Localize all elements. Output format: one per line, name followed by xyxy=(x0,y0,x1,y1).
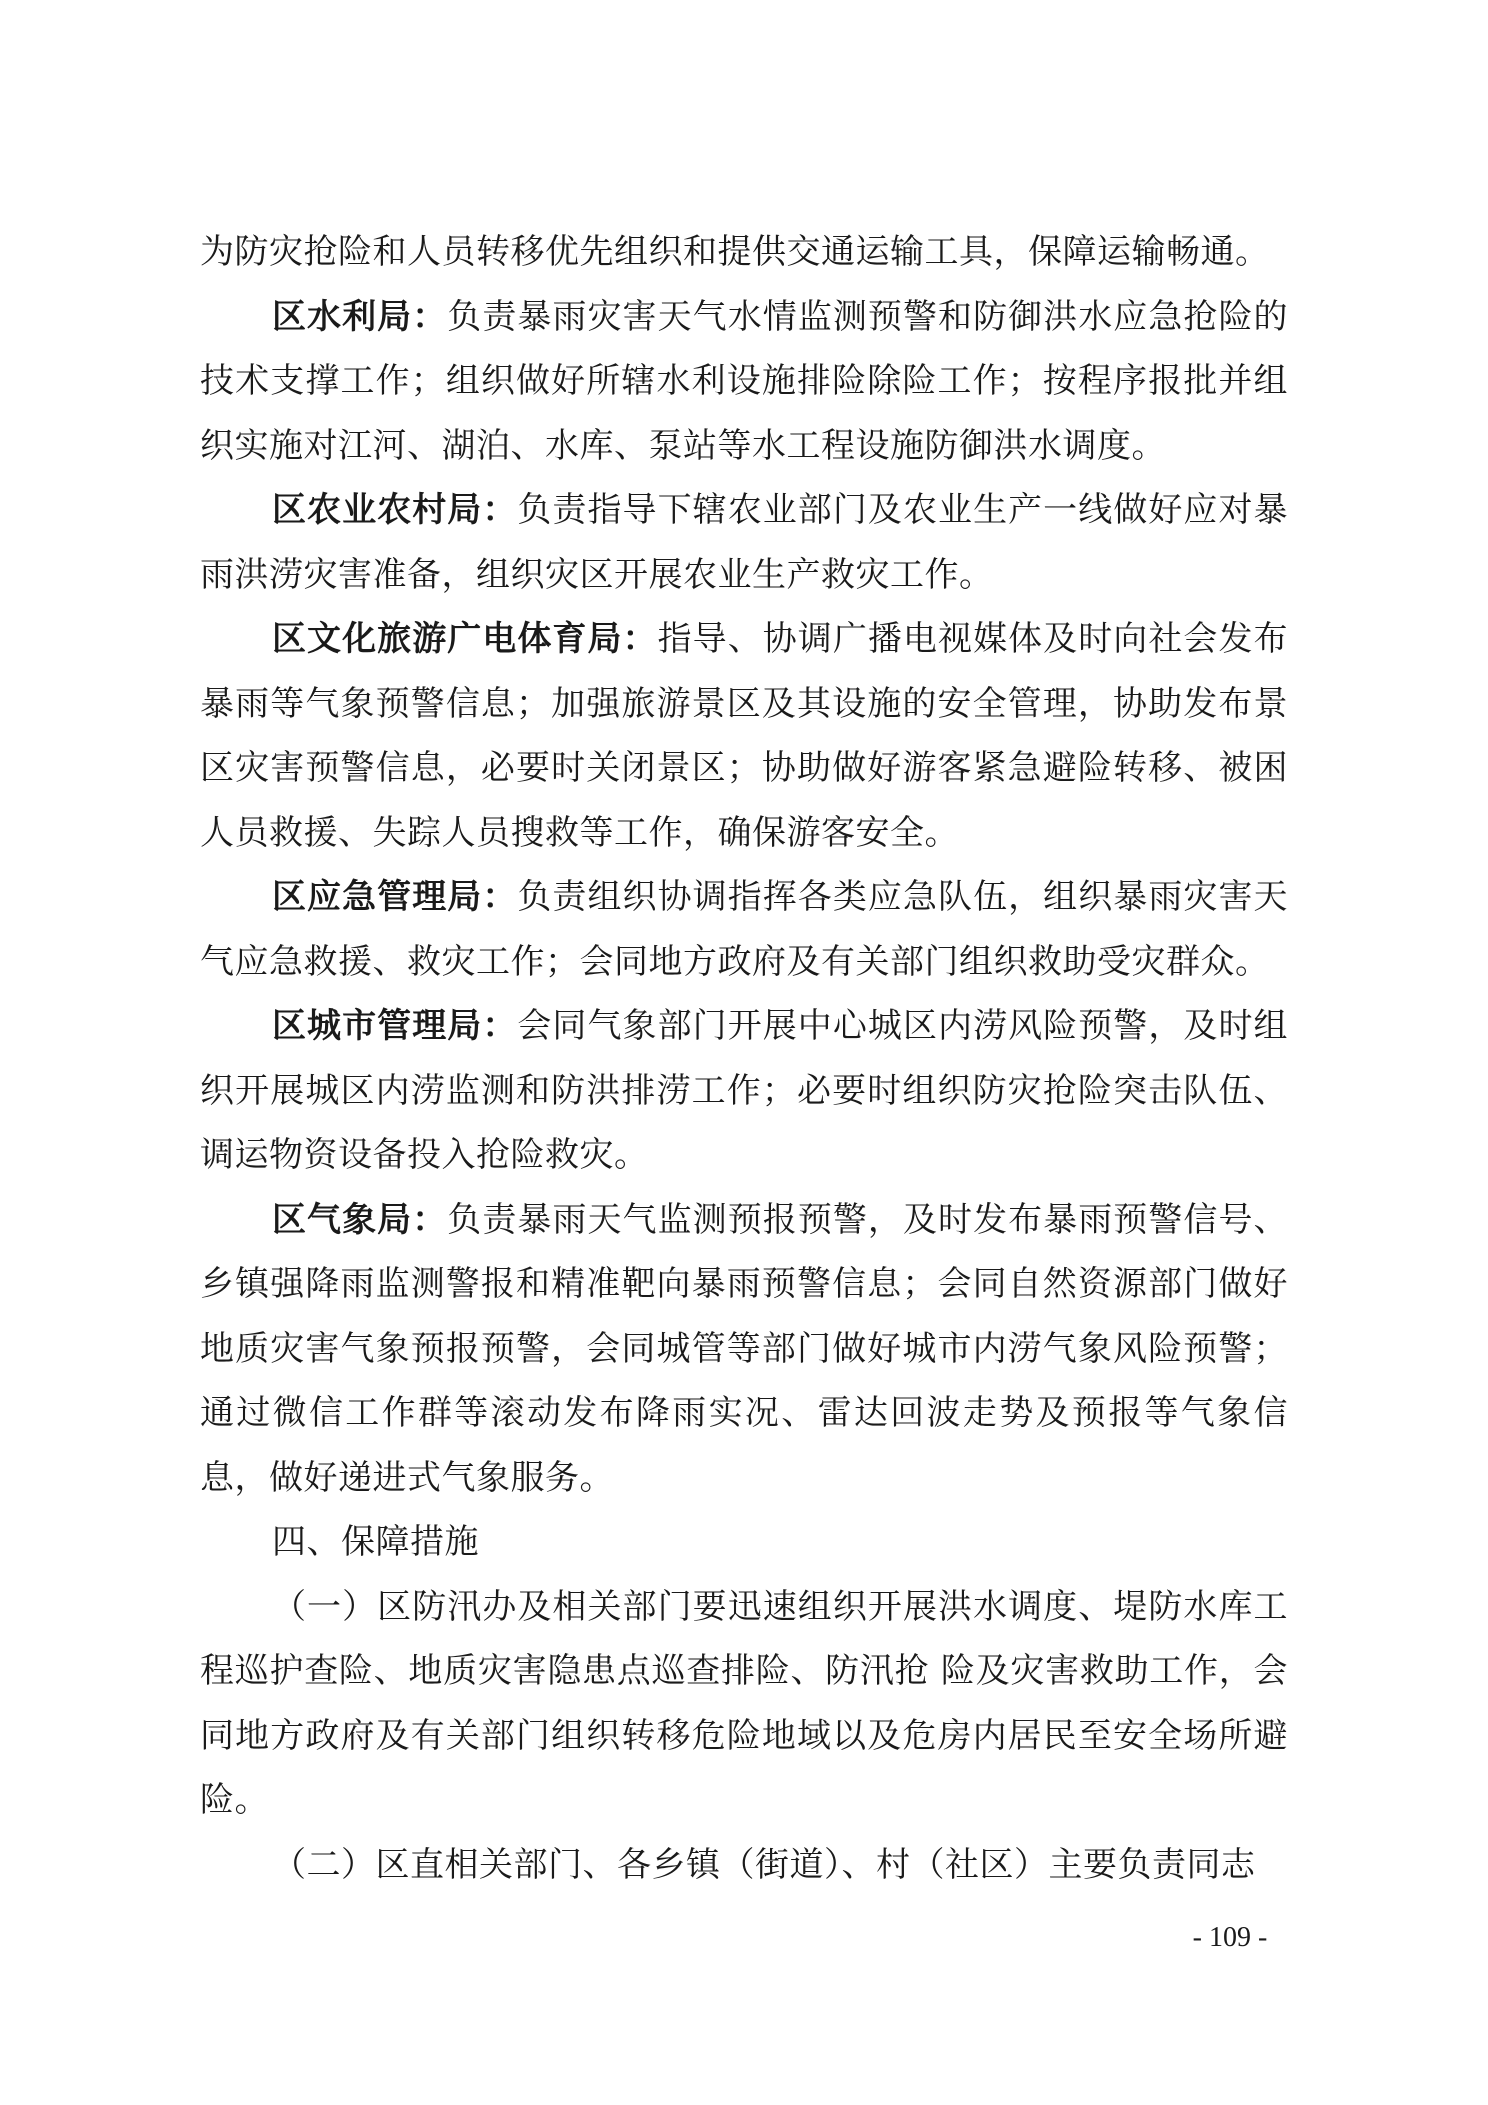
paragraph-lead: 区文化旅游广电体育局： xyxy=(272,619,658,659)
paragraph-text: 负责指导下辖农业部门及农业生产一线做好应对暴雨洪涝灾害准备，组织灾区开展农业生产救灾工作。 xyxy=(200,490,1288,595)
paragraph-lead: 区农业农村局： xyxy=(272,490,518,530)
paragraph-text: 负责暴雨灾害天气水情监测预警和防御洪水应急抢险的技术支撑工作；组织做好所辖水利设施排险除险工作；按程序报批并组织实施对江河、湖泊、水库、泵站等水工程设施防御洪水调度。 xyxy=(200,296,1289,466)
paragraph-culture-tourism-bureau xyxy=(200,607,1288,865)
paragraph-agriculture-bureau xyxy=(200,478,1288,607)
paragraph-water-bureau xyxy=(200,285,1288,479)
section-heading: 四、保障措施 xyxy=(272,1522,479,1562)
paragraph-lead: 区城市管理局： xyxy=(272,1006,518,1046)
paragraph-transport xyxy=(200,220,1288,285)
paragraph-text: 指导、协调广播电视媒体及时向社会发布暴雨等气象预警信息；加强旅游景区及其设施的安全管理，协助发布景区灾害预警信息，必要时关闭景区；协助做好游客紧急避险转移、被困人员救援、失踪人员搜救等工作，确保游客安全。 xyxy=(200,619,1289,853)
paragraph-text: 负责暴雨天气监测预报预警，及时发布暴雨预警信号、乡镇强降雨监测警报和精准靶向暴雨预警信息；会同自然资源部门做好地质灾害气象预报预警，会同城管等部门做好城市内涝气象风险预警；通过微信工作群等滚动发布降雨实况、雷达回波走势及预报等气象信息，做好递进式气象服务。 xyxy=(200,1199,1289,1498)
page-number: - 109 - xyxy=(1192,1922,1268,1953)
paragraph-lead: 区气象局： xyxy=(272,1199,448,1240)
paragraph-meteorological-bureau xyxy=(200,1188,1288,1511)
measure-item: （一）区防汛办及相关部门要迅速组织开展洪水调度、堤防水库工程巡护查险、地质灾害隐患点巡查排险、防汛抢 险及灾害救助工作，会同地方政府及有关部门组织转移危险地域以及危房内居民至安全场所避险。 xyxy=(200,1586,1288,1820)
paragraph-lead: 区水利局： xyxy=(272,296,448,337)
paragraph-text: 会同气象部门开展中心城区内涝风险预警，及时组织开展城区内涝监测和防洪排涝工作；必要时组织防灾抢险突击队伍、调运物资设备投入抢险救灾。 xyxy=(200,1006,1288,1175)
paragraph-urban-management-bureau xyxy=(200,994,1288,1188)
paragraph-lead: 区应急管理局： xyxy=(272,877,518,917)
paragraph-text: 为防灾抢险和人员转移优先组织和提供交通运输工具，保障运输畅通。 xyxy=(200,232,1270,272)
measure-item: （二）区直相关部门、各乡镇（街道）、村（社区）主要负责同志 xyxy=(272,1844,1256,1885)
paragraph-text: 负责组织协调指挥各类应急队伍，组织暴雨灾害天气应急救援、救灾工作；会同地方政府及有关部门组织救助受灾群众。 xyxy=(200,877,1288,982)
paragraph-emergency-bureau xyxy=(200,865,1288,994)
document-body xyxy=(200,220,1288,1897)
